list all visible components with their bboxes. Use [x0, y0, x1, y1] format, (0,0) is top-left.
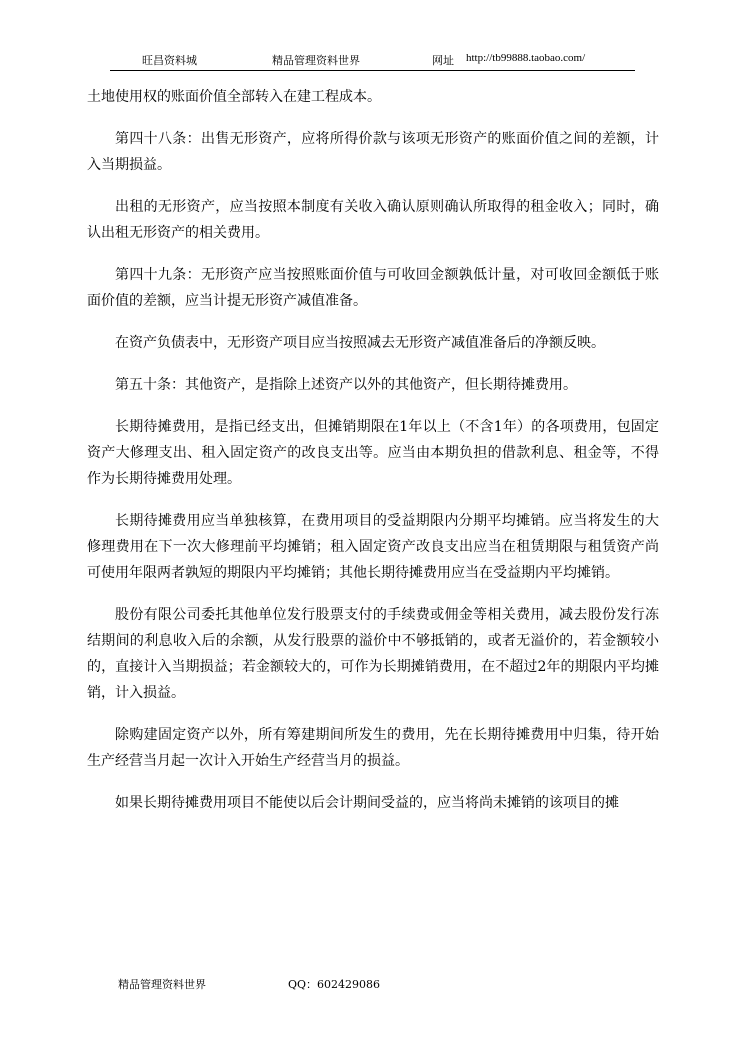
footer-brand: 精品管理资料世界 [118, 978, 206, 991]
document-body [87, 84, 659, 832]
paragraph: 第四十九条：无形资产应当按照账面价值与可收回金额孰低计量，对可收回金额低于账面价值的差额，应当计提无形资产减值准备。 [87, 267, 659, 309]
paragraph: 在资产负债表中，无形资产项目应当按照减去无形资产减值准备后的净额反映。 [115, 335, 605, 351]
paragraph: 股份有限公司委托其他单位发行股票支付的手续费或佣金等相关费用，减去股份发行冻结期间的利息收入后的余额，从发行股票的溢价中不够抵销的，或者无溢价的，若金额较小的，直接计入当期损益；若金额较大的，可作为长期摊销费用，在不超过2年的期限内平均摊销，计入损益。 [87, 607, 659, 701]
footer-qq: QQ：602429086 [288, 978, 381, 991]
paragraph: 出租的无形资产，应当按照本制度有关收入确认原则确认所取得的租金收入；同时，确认出租无形资产的相关费用。 [87, 199, 659, 241]
page-header [110, 52, 635, 71]
paragraph: 土地使用权的账面价值全部转入在建工程成本。 [87, 89, 381, 105]
paragraph: 长期待摊费用，是指已经支出，但摊销期限在1年以上（不含1年）的各项费用，包固定资产大修理支出、租入固定资产的改良支出等。应当由本期负担的借款利息、租金等，不得作为长期待摊费用处理。 [87, 419, 659, 487]
paragraph: 除购建固定资产以外，所有筹建期间所发生的费用，先在长期待摊费用中归集，待开始生产经营当月起一次计入开始生产经营当月的损益。 [87, 727, 659, 769]
header-url-link[interactable]: http://tb99888.taobao.com/ [466, 52, 586, 64]
paragraph: 第四十八条：出售无形资产，应将所得价款与该项无形资产的账面价值之间的差额，计入当期损益。 [87, 131, 659, 173]
paragraph: 如果长期待摊费用项目不能使以后会计期间受益的，应当将尚未摊销的该项目的摊 [115, 795, 619, 811]
header-url-label: 网址 [432, 54, 454, 67]
header-shop-name: 旺昌资料城 [142, 54, 197, 67]
paragraph: 长期待摊费用应当单独核算，在费用项目的受益期限内分期平均摊销。应当将发生的大修理费用在下一次大修理前平均摊销；租入固定资产改良支出应当在租赁期限与租赁资产尚可使用年限两者孰短的期限内平均摊销；其他长期待摊费用应当在受益期内平均摊销。 [87, 513, 659, 581]
paragraph: 第五十条：其他资产，是指除上述资产以外的其他资产，但长期待摊费用。 [115, 377, 577, 393]
header-brand: 精品管理资料世界 [272, 54, 360, 67]
